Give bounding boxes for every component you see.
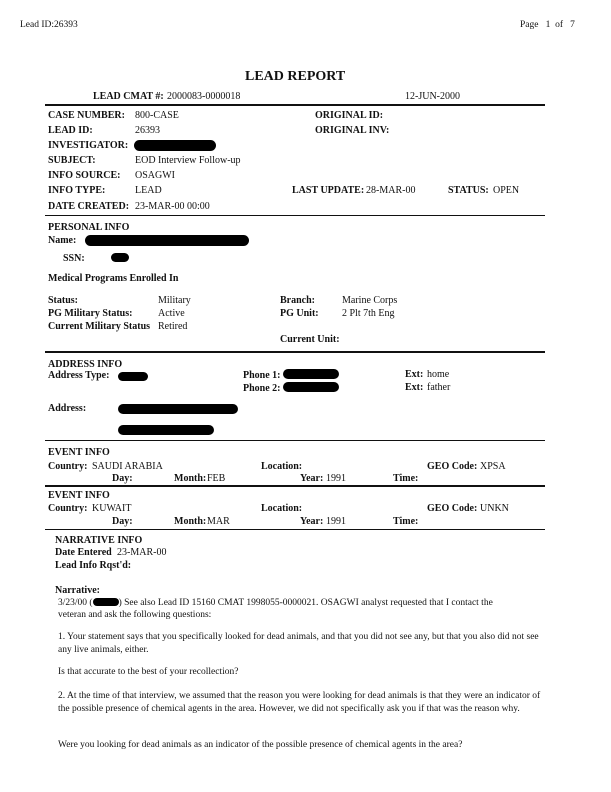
info-type-label: INFO TYPE: xyxy=(48,185,106,196)
medical-programs-label: Medical Programs Enrolled In xyxy=(48,273,179,284)
status-label: STATUS: xyxy=(448,185,489,196)
redaction-bar xyxy=(283,369,339,379)
year: 1991 xyxy=(326,473,346,484)
divider xyxy=(45,215,545,216)
redaction-bar xyxy=(93,598,119,606)
current-unit-label: Current Unit: xyxy=(280,334,340,345)
month: MAR xyxy=(207,516,230,527)
phone1-label: Phone 1: xyxy=(243,370,281,381)
subject-label: SUBJECT: xyxy=(48,155,96,166)
geo-code: UNKN xyxy=(480,503,509,514)
question-2-followup: Were you looking for dead animals as an indicator of the possible presence of chemical agents in the area? xyxy=(58,740,463,750)
question-2: 2. At the time of that interview, we assumed that the reason you were looking for dead animals is that they were an indicator of the possible presence of chemical agents in the area. However, we did not specifically ask you if that was the reason why. xyxy=(58,691,541,714)
name-label: Name: xyxy=(48,235,77,246)
country: SAUDI ARABIA xyxy=(92,461,163,472)
redaction-bar xyxy=(85,235,249,246)
ext1: home xyxy=(427,369,450,380)
date-created-label: DATE CREATED: xyxy=(48,201,130,212)
page-title: LEAD REPORT xyxy=(245,69,346,84)
geo-code: XPSA xyxy=(480,461,506,472)
original-id-label: ORIGINAL ID: xyxy=(315,110,384,121)
info-source: OSAGWI xyxy=(135,170,175,181)
lead-id-label: LEAD ID: xyxy=(48,125,93,136)
time-label: Time: xyxy=(393,473,419,484)
month-label: Month: xyxy=(174,516,207,527)
question-1: 1. Your statement says that you specifically looked for dead animals, and that you did not see any, but that you also did not see any live animals, either. xyxy=(58,632,539,655)
question-1-followup: Is that accurate to the best of your recollection? xyxy=(58,667,239,677)
branch: Marine Corps xyxy=(342,295,398,306)
pg-military-status: Active xyxy=(158,308,185,319)
lead-info-label: Lead Info Rqst'd: xyxy=(55,560,132,571)
redaction-bar xyxy=(118,425,214,435)
lead-cmat-date: 12-JUN-2000 xyxy=(405,91,460,102)
narrative-line1 xyxy=(58,598,493,608)
page-number: 1 xyxy=(545,20,551,30)
header-lead-id: Lead ID:26393 xyxy=(20,20,78,30)
pg-unit: 2 Plt 7th Eng xyxy=(342,308,395,319)
redaction-bar xyxy=(118,404,238,414)
current-military-status-label: Current Military Status xyxy=(48,321,151,332)
address-label: Address: xyxy=(48,403,87,414)
time-label: Time: xyxy=(393,516,419,527)
narrative-label: Narrative: xyxy=(55,585,100,596)
geo-code-label: GEO Code: xyxy=(427,503,478,514)
branch-label: Branch: xyxy=(280,295,315,306)
last-update-label: LAST UPDATE: xyxy=(292,185,365,196)
divider xyxy=(45,104,545,106)
page-of: of xyxy=(555,20,564,30)
month-label: Month: xyxy=(174,473,207,484)
original-inv-label: ORIGINAL INV: xyxy=(315,125,390,136)
case-number: 800-CASE xyxy=(135,110,179,121)
lead-cmat-value: 2000083-0000018 xyxy=(167,91,241,102)
event-info-heading: EVENT INFO xyxy=(48,447,110,458)
redaction-bar xyxy=(134,140,216,151)
year: 1991 xyxy=(326,516,346,527)
info-type: LEAD xyxy=(135,185,162,196)
date-entered-label: Date Entered xyxy=(55,547,112,558)
status: Military xyxy=(158,295,191,306)
lead-cmat-label: LEAD CMAT #: xyxy=(93,91,164,102)
ssn-label: SSN: xyxy=(63,253,85,264)
pg-unit-label: PG Unit: xyxy=(280,308,319,319)
event-info-heading: EVENT INFO xyxy=(48,490,110,501)
page-label: Page xyxy=(520,20,539,30)
case-number-label: CASE NUMBER: xyxy=(48,110,125,121)
phone2-label: Phone 2: xyxy=(243,383,281,394)
address-info-heading: ADDRESS INFO xyxy=(48,359,123,370)
info-source-label: INFO SOURCE: xyxy=(48,170,121,181)
subject: EOD Interview Follow-up xyxy=(135,155,241,166)
country: KUWAIT xyxy=(92,503,132,514)
narrative-date: 3/23/00 ( xyxy=(58,598,93,608)
divider xyxy=(45,485,545,487)
ext1-label: Ext: xyxy=(405,369,424,380)
last-update: 28-MAR-00 xyxy=(366,185,416,196)
redaction-bar xyxy=(283,382,339,392)
page-indicator xyxy=(520,20,575,30)
divider xyxy=(45,529,545,530)
day-label: Day: xyxy=(112,473,133,484)
lead-id: 26393 xyxy=(135,125,160,136)
current-military-status: Retired xyxy=(158,321,188,332)
location-label: Location: xyxy=(261,461,303,472)
geo-code-label: GEO Code: xyxy=(427,461,478,472)
redaction-bar xyxy=(111,253,129,262)
status-label: Status: xyxy=(48,295,79,306)
narrative-info-heading: NARRATIVE INFO xyxy=(55,535,143,546)
narrative-line2: veteran and ask the following questions: xyxy=(58,610,212,620)
month: FEB xyxy=(207,473,226,484)
pg-military-status-label: PG Military Status: xyxy=(48,308,133,319)
date-entered: 23-MAR-00 xyxy=(117,547,167,558)
ext2: father xyxy=(427,382,451,393)
date-created: 23-MAR-00 00:00 xyxy=(135,201,210,212)
location-label: Location: xyxy=(261,503,303,514)
status-value: OPEN xyxy=(493,185,520,196)
narrative-text: ) See also Lead ID 15160 CMAT 1998055-0000021. OSAGWI analyst requested that I contact the xyxy=(118,598,493,608)
page-total: 7 xyxy=(570,20,575,30)
redaction-bar xyxy=(118,372,148,381)
country-label: Country: xyxy=(48,503,88,514)
address-type-label: Address Type: xyxy=(48,370,110,381)
year-label: Year: xyxy=(300,473,324,484)
personal-info-heading: PERSONAL INFO xyxy=(48,222,130,233)
day-label: Day: xyxy=(112,516,133,527)
investigator-label: INVESTIGATOR: xyxy=(48,140,129,151)
country-label: Country: xyxy=(48,461,88,472)
year-label: Year: xyxy=(300,516,324,527)
divider xyxy=(45,440,545,441)
ext2-label: Ext: xyxy=(405,382,424,393)
divider xyxy=(45,351,545,353)
